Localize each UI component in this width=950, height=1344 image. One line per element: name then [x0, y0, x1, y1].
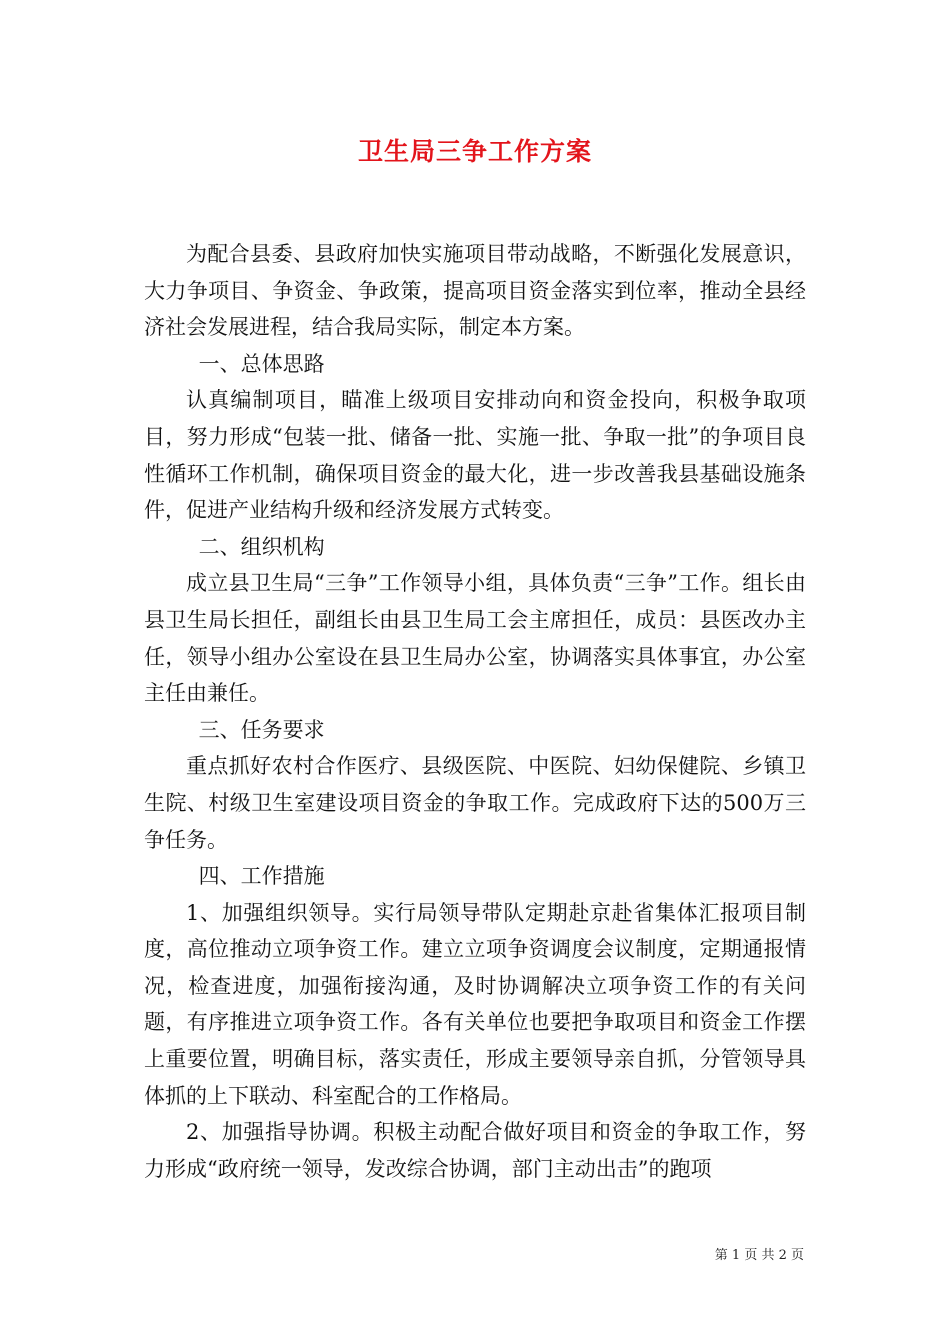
- section-heading-task-requirements: 三、任务要求: [198, 717, 325, 742]
- organization-paragraph: 成立县卫生局“三争”工作领导小组，具体负责“三争”工作。组长由县卫生局长担任，副组长由县卫生局工会主席担任，成员：县医改办主任，领导小组办公室设在县卫生局办公室，协调落实具体事宜，办公室主任由兼任。: [144, 571, 806, 706]
- section-heading-overall-approach: 一、总体思路: [198, 351, 325, 376]
- document-title: 卫生局三争工作方案: [357, 137, 592, 166]
- measure-1-paragraph: 1、加强组织领导。实行局领导带队定期赴京赴省集体汇报项目制度，高位推动立项争资工作。建立立项争资调度会议制度，定期通报情况，检查进度，加强衔接沟通，及时协调解决立项争资工作的有关问题，有序推进立项争资工作。各有关单位也要把争取项目和资金工作摆上重要位置，明确目标，落实责任，形成主要领导亲自抓，分管领导具体抓的上下联动、科室配合的工作格局。: [144, 900, 806, 1108]
- overall-approach-paragraph: 认真编制项目，瞄准上级项目安排动向和资金投向，积极争取项目，努力形成“包装一批、储备一批、实施一批、争取一批”的争项目良性循环工作机制，确保项目资金的最大化，进一步改善我县基础设施条件，促进产业结构升级和经济发展方式转变。: [144, 388, 806, 523]
- section-heading-organization: 二、组织机构: [198, 534, 325, 559]
- document-body: [144, 236, 806, 1187]
- page-number-footer: 第 1 页 共 2 页: [714, 1248, 804, 1263]
- measure-2-paragraph: 2、加强指导协调。积极主动配合做好项目和资金的争取工作，努力形成“政府统一领导，发改综合协调，部门主动出击”的跑项: [144, 1120, 806, 1181]
- intro-paragraph: 为配合县委、县政府加快实施项目带动战略，不断强化发展意识，大力争项目、争资金、争政策，提高项目资金落实到位率，推动全县经济社会发展进程，结合我局实际，制定本方案。: [144, 242, 806, 340]
- section-heading-work-measures: 四、工作措施: [198, 864, 325, 889]
- task-requirements-paragraph: 重点抓好农村合作医疗、县级医院、中医院、妇幼保健院、乡镇卫生院、村级卫生室建设项目资金的争取工作。完成政府下达的500万三争任务。: [144, 754, 806, 852]
